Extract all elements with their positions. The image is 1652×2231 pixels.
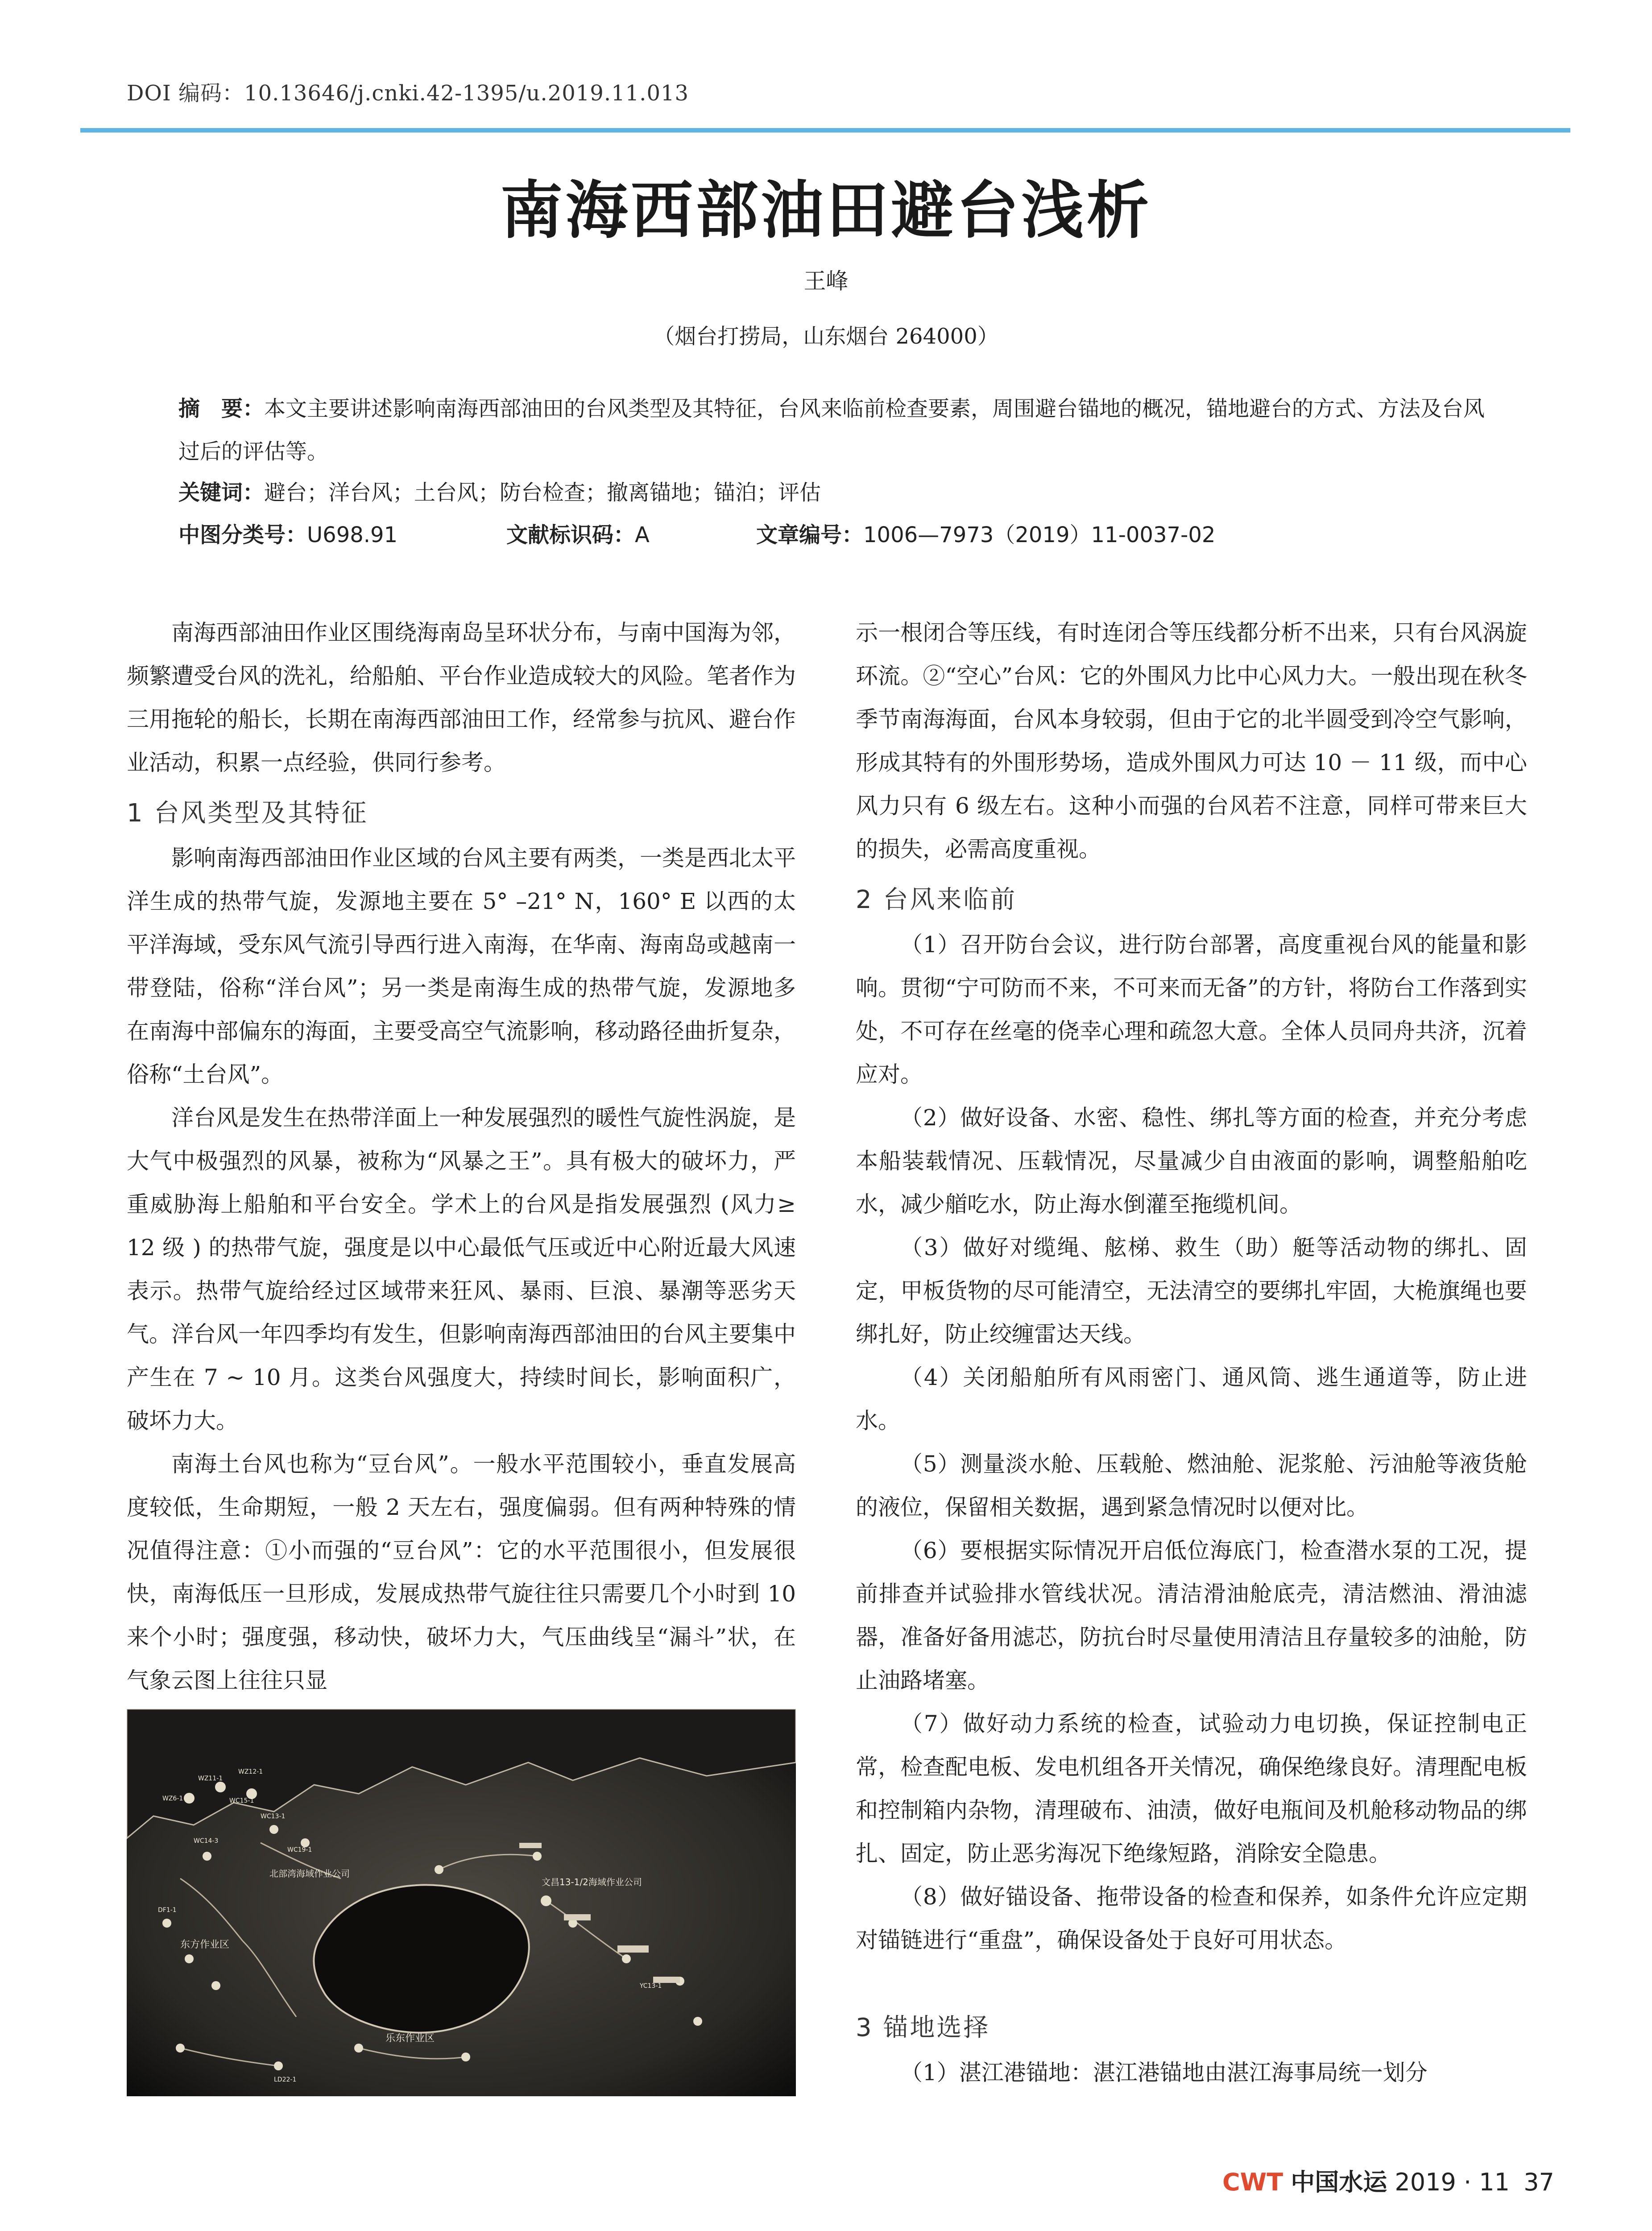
magazine-name: 中国水运 [1291, 2168, 1387, 2196]
map-label: WC14-3 [194, 1837, 219, 1845]
map-label: WC15-1 [229, 1797, 254, 1804]
paragraph: （1）召开防台会议，进行防台部署，高度重视台风的能量和影响。贯彻“宁可防而不来，不可来而无备”的方针，将防台工作落到实处，不可存在丝毫的侥幸心理和疏忽大意。全体人员同舟共济，沉着应对。 [856, 932, 1527, 1087]
paragraph: （7）做好动力系统的检查，试验动力电切换，保证控制电正常，检查配电板、发电机组各开关情况，确保绝缘良好。清理配电板和控制箱内杂物，清理破布、油渍，做好电瓶间及机舱移动物品的绑扎、固定，防止恶劣海况下绝缘短路，消除安全隐患。 [856, 1711, 1527, 1866]
map-label: 北部湾海域作业公司 [269, 1868, 350, 1879]
author: 王峰 [803, 268, 849, 294]
keywords [178, 475, 1486, 506]
paragraph: （1）湛江港锚地：湛江港锚地由湛江海事局统一划分 [900, 2060, 1428, 2086]
abstract-text: 本文主要讲述影响南海西部油田的台风类型及其特征，台风来临前检查要素，周围避台锚地的概况，锚地避台的方式、方法及台风过后的评估等。 [178, 396, 1485, 464]
abstract-label: 摘 要： [178, 396, 265, 421]
paragraph: （2）做好设备、水密、稳性、绑扎等方面的检查，并充分考虑本船装载情况、压载情况，尽量减少自由液面的影响，调整船舶吃水，减少艏吃水，防止海水倒灌至拖缆机间。 [856, 1105, 1527, 1217]
section-heading: 1 台风类型及其特征 [127, 799, 368, 828]
clc-value: U698.91 [307, 523, 398, 547]
paragraph: （8）做好锚设备、拖带设备的检查和保养，如条件允许应定期对锚链进行“重盘”，确保设备处于良好可用状态。 [856, 1884, 1527, 1953]
map-label: YC13-1 [640, 1982, 662, 1990]
right-column [856, 611, 1527, 1962]
article-no-label: 文章编号： [756, 523, 864, 547]
map-label: WC19-1 [287, 1846, 312, 1854]
paragraph: 影响南海西部油田作业区域的台风主要有两类，一类是西北太平洋生成的热带气旋，发源地主要在 5° –21° N，160° E 以西的太平洋海域，受东风气流引导西行进入南海，在华南、海南岛或越南一带登陆，俗称“洋台风”；另一类是南海生成的热带气旋，发源地多在南海中部偏东的海面，主要受高空气流影响，移动路径曲折复杂，俗称“土台风”。 [127, 845, 796, 1087]
paragraph: 南海西部油田作业区围绕海南岛呈环状分布，与南中国海为邻，频繁遭受台风的洗礼，给船舶、平台作业造成较大的风险。笔者作为三用拖轮的船长，长期在南海西部油田工作，经常参与抗风、避台作业活动，积累一点经验，供同行参考。 [127, 620, 796, 775]
page-number: 37 [1524, 2168, 1554, 2196]
paragraph: 洋台风是发生在热带洋面上一种发展强烈的暖性气旋性涡旋，是大气中极强烈的风暴，被称为“风暴之王”。具有极大的破坏力，严重威胁海上船舶和平台安全。学术上的台风是指发展强烈 (风力≥ 12 级 ) 的热带气旋，强度是以中心最低气压或近中心附近最大风速表示。热带气旋给经过区域带来狂风、暴雨、巨浪、暴潮等恶劣天气。洋台风一年四季均有发生，但影响南海西部油田的台风主要集中产生在 7 ~ 10 月。这类台风强度大，持续时间长，影响面积广，破坏力大。 [127, 1105, 796, 1434]
classification-row [178, 518, 1486, 548]
header-rule [80, 128, 1570, 133]
paragraph: （3）做好对缆绳、舷梯、救生（助）艇等活动物的绑扎、固定，甲板货物的尽可能清空，无法清空的要绑扎牢固，大桅旗绳也要绑扎好，防止绞缠雷达天线。 [856, 1235, 1527, 1347]
abstract [178, 387, 1486, 473]
left-column [127, 611, 796, 1702]
doi-line: DOI 编码：10.13646/j.cnki.42-1395/u.2019.11.013 [127, 81, 689, 106]
map-label: WZ12-1 [238, 1768, 263, 1775]
section-heading: 3 锚地选择 [856, 2013, 990, 2042]
affiliation: （烟台打捞局，山东烟台 264000） [653, 324, 999, 349]
map-label: DF1-1 [158, 1907, 177, 1914]
paragraph: （5）测量淡水舱、压载舱、燃油舱、泥浆舱、污油舱等液货舱的液位，保留相关数据，遇到紧急情况时以便对比。 [856, 1451, 1527, 1520]
paragraph: （4）关闭船舶所有风雨密门、通风筒、逃生通道等，防止进水。 [856, 1364, 1527, 1434]
clc-label: 中图分类号： [178, 523, 307, 547]
paper-title: 南海西部油田避台浅析 [500, 174, 1152, 247]
keywords-text: 避台；洋台风；土台风；防台检查；撤离锚地；锚泊；评估 [264, 480, 821, 505]
map-label: 文昌13-1/2海域作业公司 [542, 1877, 642, 1887]
paragraph: （6）要根据实际情况开启低位海底门，检查潜水泵的工况，提前排查并试验排水管线状况。清洁滑油舱底壳，清洁燃油、滑油滤器，准备好备用滤芯，防抗台时尽量使用清洁且存量较多的油舱，防止油路堵塞。 [856, 1538, 1527, 1693]
article-no-value: 1006—7973（2019）11-0037-02 [863, 523, 1216, 547]
map-label: 乐东作业区 [385, 2033, 435, 2044]
issue: 2019 · 11 [1395, 2168, 1510, 2196]
map-svg [127, 1709, 796, 2096]
doc-value: A [635, 523, 650, 547]
map-label: LD22-1 [274, 2076, 297, 2083]
paragraph: 南海土台风也称为“豆台风”。一般水平范围较小，垂直发展高度较低，生命期短，一般 2 天左右，强度偏弱。但有两种特殊的情况值得注意：①小而强的“豆台风”：它的水平范围很小，但发展很快，南海低压一旦形成，发展成热带气旋往往只需要几个小时到 10 来个小时；强度强，移动快，破坏力大，气压曲线呈“漏斗”状，在气象云图上往往只显 [127, 1451, 796, 1693]
right-column-bottom [856, 1999, 1527, 2094]
keywords-label: 关键词： [178, 480, 265, 505]
map-label: WZ6-1 [162, 1795, 183, 1802]
map-label: WC13-1 [261, 1813, 286, 1820]
doc-label: 文献标识码： [506, 523, 635, 547]
map-label: 东方作业区 [180, 1939, 230, 1950]
paragraph: 示一根闭合等压线，有时连闭合等压线都分析不出来，只有台风涡旋环流。②“空心”台风：它的外围风力比中心风力大。一般出现在秋冬季节南海海面，台风本身较弱，但由于它的北半圆受到冷空气影响，形成其特有的外围形势场，造成外围风力可达 10 － 11 级，而中心风力只有 6 级左右。这种小而强的台风若不注意，同样可带来巨大的损失，必需高度重视。 [856, 620, 1527, 862]
page-footer [1222, 2163, 1554, 2198]
oilfield-map-figure [127, 1709, 796, 2096]
cwt-logo: CWT [1222, 2168, 1284, 2196]
section-heading: 2 台风来临前 [856, 885, 1017, 914]
map-label: WZ11-1 [198, 1775, 223, 1782]
